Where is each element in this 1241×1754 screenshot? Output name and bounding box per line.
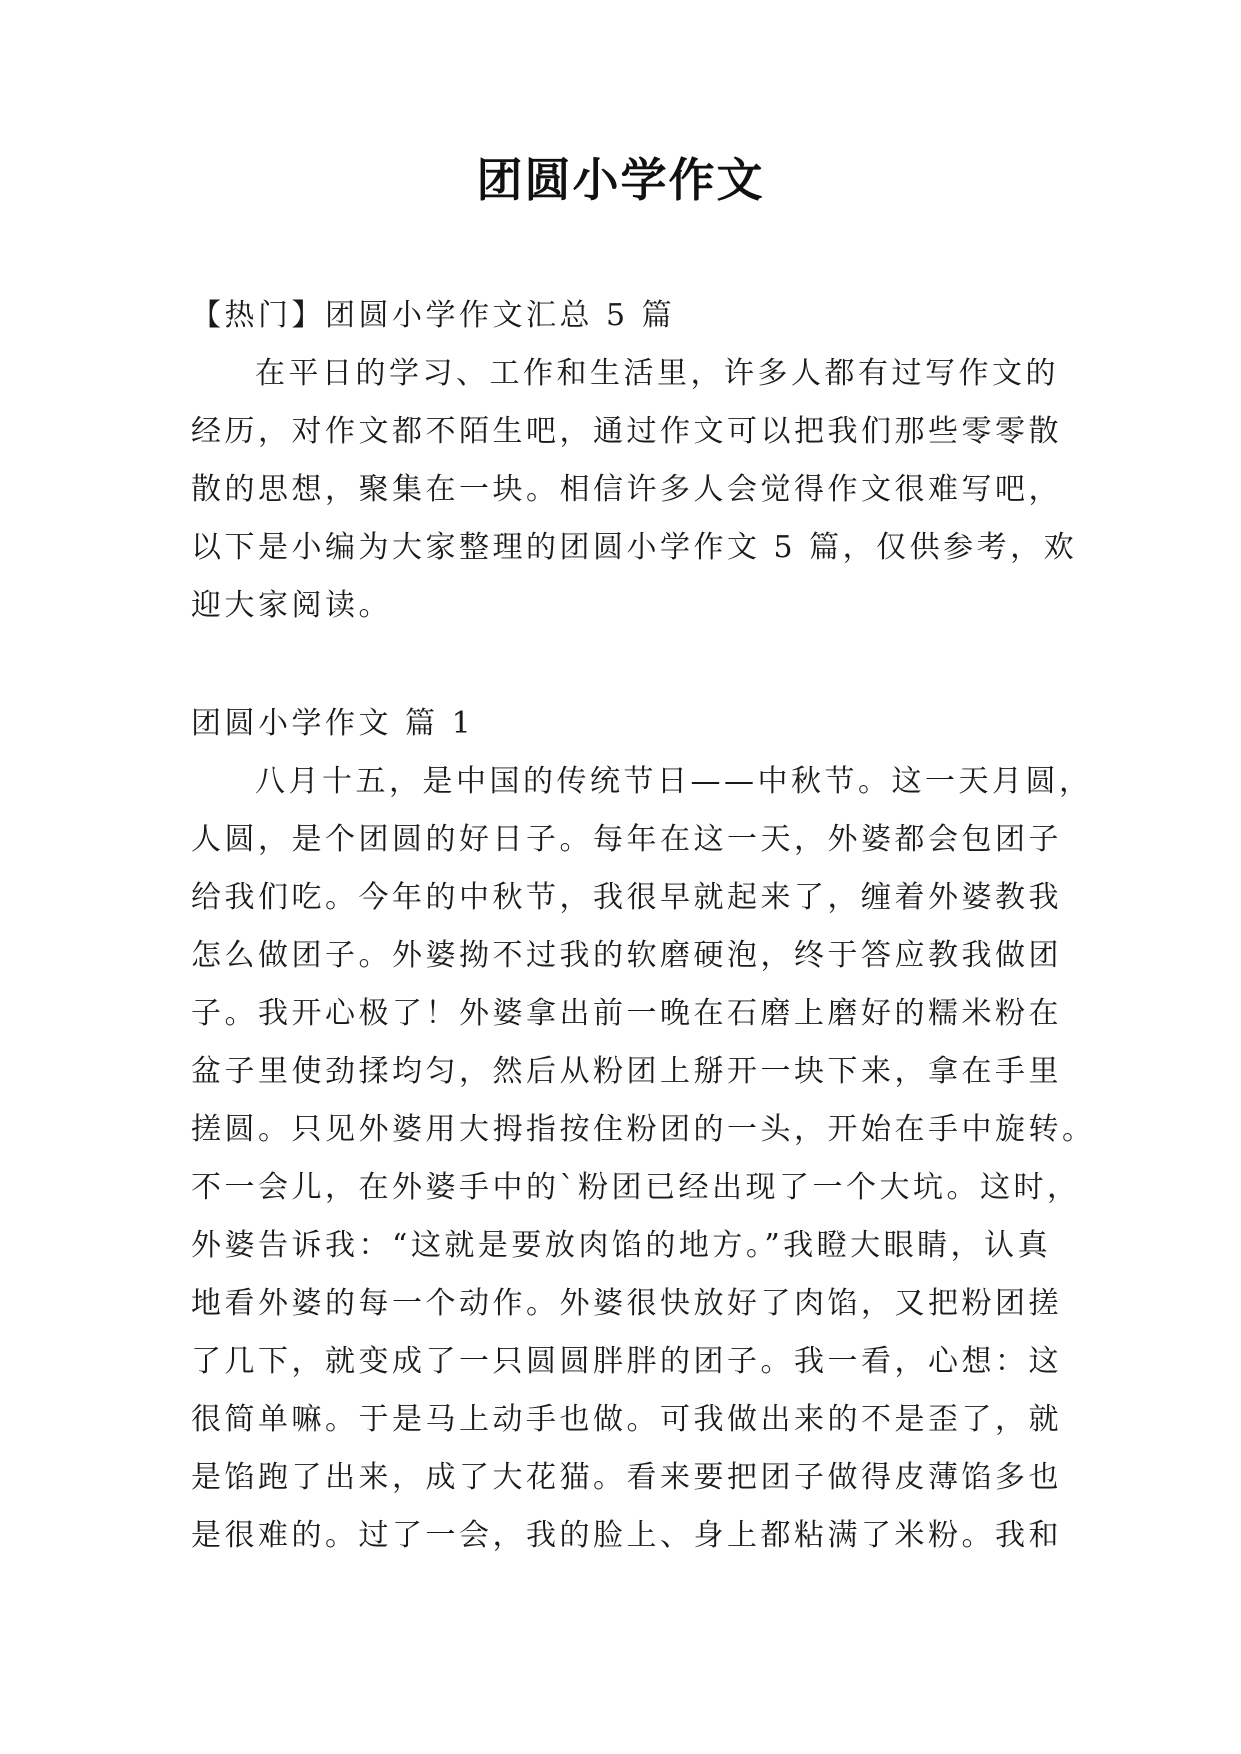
intro-line: 以下是小编为大家整理的团圆小学作文 5 篇，仅供参考，欢 bbox=[191, 530, 1078, 565]
body-line: 给我们吃。今年的中秋节，我很早就起来了，缠着外婆教我 bbox=[191, 880, 1062, 915]
intro-line: 散的思想，聚集在一块。相信许多人会觉得作文很难写吧， bbox=[191, 472, 1062, 507]
intro-line: 迎大家阅读。 bbox=[191, 588, 392, 623]
body-line: 搓圆。只见外婆用大拇指按住粉团的一头，开始在手中旋转。 bbox=[191, 1112, 1096, 1147]
body-line: 是很难的。过了一会，我的脸上、身上都粘满了米粉。我和 bbox=[191, 1518, 1062, 1553]
body-line: 子。我开心极了！外婆拿出前一晚在石磨上磨好的糯米粉在 bbox=[191, 996, 1062, 1031]
document-title: 团圆小学作文 bbox=[476, 153, 765, 207]
intro-line: 经历，对作文都不陌生吧，通过作文可以把我们那些零零散 bbox=[191, 414, 1062, 449]
section-heading: 团圆小学作文 篇 1 bbox=[191, 706, 475, 741]
body-line: 地看外婆的每一个动作。外婆很快放好了肉馅，又把粉团搓 bbox=[191, 1286, 1062, 1321]
body-line: 外婆告诉我：“这就是要放肉馅的地方。”我瞪大眼睛，认真 bbox=[191, 1228, 1052, 1263]
body-line: 了几下，就变成了一只圆圆胖胖的团子。我一看，心想：这 bbox=[191, 1344, 1062, 1379]
body-line: 八月十五，是中国的传统节日——中秋节。这一天月圆， bbox=[255, 764, 1093, 799]
body-line: 盆子里使劲揉均匀，然后从粉团上掰开一块下来，拿在手里 bbox=[191, 1054, 1062, 1089]
body-line: 不一会儿，在外婆手中的`粉团已经出现了一个大坑。这时， bbox=[191, 1170, 1081, 1205]
intro-line: 在平日的学习、工作和生活里，许多人都有过写作文的 bbox=[255, 356, 1059, 391]
body-line: 是馅跑了出来，成了大花猫。看来要把团子做得皮薄馅多也 bbox=[191, 1460, 1062, 1495]
document-subtitle: 【热门】团圆小学作文汇总 5 篇 bbox=[191, 298, 676, 333]
body-line: 人圆，是个团圆的好日子。每年在这一天，外婆都会包团子 bbox=[191, 822, 1062, 857]
body-line: 很简单嘛。于是马上动手也做。可我做出来的不是歪了，就 bbox=[191, 1402, 1062, 1437]
body-line: 怎么做团子。外婆拗不过我的软磨硬泡，终于答应教我做团 bbox=[191, 938, 1062, 973]
